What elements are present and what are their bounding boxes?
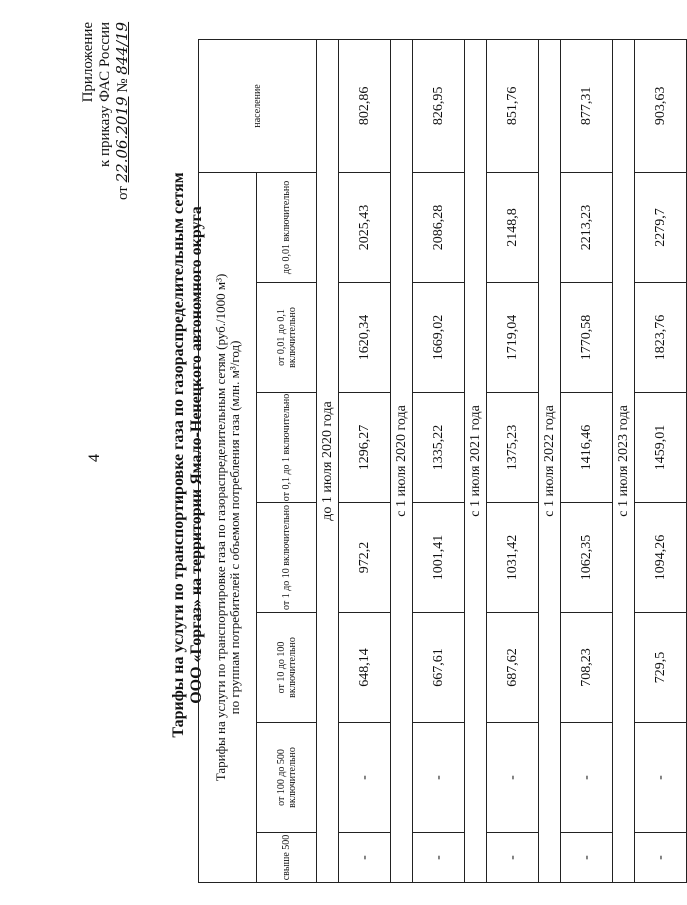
period-label: с 1 июля 2023 года bbox=[613, 39, 635, 882]
table-cell: 2213,23 bbox=[561, 172, 613, 282]
table-cell: 1620,34 bbox=[339, 283, 391, 393]
tariff-table bbox=[198, 39, 687, 883]
table-cell: 2148,8 bbox=[487, 172, 539, 282]
period-row bbox=[391, 39, 413, 882]
table-cell: 2086,28 bbox=[413, 172, 465, 282]
table-group-header-row bbox=[199, 39, 257, 882]
table-cell: - bbox=[635, 723, 687, 833]
table-cell: 2025,43 bbox=[339, 172, 391, 282]
table-cell: 1375,23 bbox=[487, 393, 539, 503]
table-cell: 1062,35 bbox=[561, 503, 613, 613]
number-value: 844/19 bbox=[113, 21, 131, 75]
table-cell: - bbox=[635, 833, 687, 883]
table-cell: 687,62 bbox=[487, 613, 539, 723]
table-row bbox=[635, 39, 687, 882]
column-header-population: население bbox=[199, 39, 317, 172]
column-header: от 10 до 100 включительно bbox=[257, 613, 317, 723]
column-header: от 1 до 10 включительно bbox=[257, 503, 317, 613]
period-row bbox=[613, 39, 635, 882]
table-cell: 1823,76 bbox=[635, 283, 687, 393]
table-cell: 729,5 bbox=[635, 613, 687, 723]
table-cell: 802,86 bbox=[339, 39, 391, 172]
table-cell: 708,23 bbox=[561, 613, 613, 723]
period-row bbox=[465, 39, 487, 882]
table-cell: 667,61 bbox=[413, 613, 465, 723]
table-cell: 1416,46 bbox=[561, 393, 613, 503]
table-cell: 903,63 bbox=[635, 39, 687, 172]
table-cell: 1001,41 bbox=[413, 503, 465, 613]
appendix-order: к приказу ФАС России bbox=[97, 21, 113, 168]
period-label: с 1 июля 2022 года bbox=[539, 39, 561, 882]
title-line-1: Тарифы на услуги по транспортировке газа по газораспределительным сетям bbox=[170, 172, 187, 738]
page-number: 4 bbox=[86, 454, 103, 462]
table-cell: - bbox=[339, 723, 391, 833]
table-cell: 1296,27 bbox=[339, 393, 391, 503]
appendix-block bbox=[80, 22, 132, 200]
appendix-title: Приложение bbox=[80, 21, 96, 103]
table-cell: 1459,01 bbox=[635, 393, 687, 503]
table-cell: - bbox=[413, 833, 465, 883]
period-row bbox=[317, 39, 339, 882]
period-row bbox=[539, 39, 561, 882]
table-cell: - bbox=[561, 833, 613, 883]
appendix-date-line bbox=[114, 22, 132, 200]
table-group-header bbox=[199, 172, 257, 882]
table-row bbox=[561, 39, 613, 882]
table-cell: 851,76 bbox=[487, 39, 539, 172]
table-row bbox=[339, 39, 391, 882]
period-label: с 1 июля 2021 года bbox=[465, 39, 487, 882]
group-header-line-1: Тарифы на услуги по транспортировке газа по газораспределительным сетям (руб./1000 м³) bbox=[212, 273, 228, 782]
table-cell: 2279,7 bbox=[635, 172, 687, 282]
table-cell: 826,95 bbox=[413, 39, 465, 172]
date-value: 22.06.2019 bbox=[113, 96, 131, 183]
column-header: свыше 500 bbox=[257, 833, 317, 883]
table-cell: - bbox=[339, 833, 391, 883]
table-cell: - bbox=[561, 723, 613, 833]
column-header: до 0,01 включительно bbox=[257, 172, 317, 282]
table-cell: 1031,42 bbox=[487, 503, 539, 613]
table-cell: - bbox=[487, 833, 539, 883]
table-row bbox=[413, 39, 465, 882]
table-cell: 1770,58 bbox=[561, 283, 613, 393]
table-cell: 648,14 bbox=[339, 613, 391, 723]
table-cell: 1335,22 bbox=[413, 393, 465, 503]
column-header: от 0,01 до 0,1 включительно bbox=[257, 283, 317, 393]
table-cell: 1094,26 bbox=[635, 503, 687, 613]
table-cell: 877,31 bbox=[561, 39, 613, 172]
column-header: от 0,1 до 1 включительно bbox=[257, 393, 317, 503]
table-cell: 1669,02 bbox=[413, 283, 465, 393]
period-label: до 1 июля 2020 года bbox=[317, 39, 339, 882]
table-cell: - bbox=[487, 723, 539, 833]
title-line-2: ООО «Горгаз» на территории Ямало-Ненецкого автономного округа bbox=[188, 206, 205, 704]
table-cell: 1719,04 bbox=[487, 283, 539, 393]
column-header: от 100 до 500 включительно bbox=[257, 723, 317, 833]
number-prefix: № bbox=[115, 78, 131, 93]
group-header-line-2: по группам потребителей с объемом потребления газа (млн. м³/год) bbox=[226, 340, 242, 715]
table-cell: 972,2 bbox=[339, 503, 391, 613]
table-cell: - bbox=[413, 723, 465, 833]
period-label: с 1 июля 2020 года bbox=[391, 39, 413, 882]
date-prefix: от bbox=[115, 186, 131, 200]
table-row bbox=[487, 39, 539, 882]
